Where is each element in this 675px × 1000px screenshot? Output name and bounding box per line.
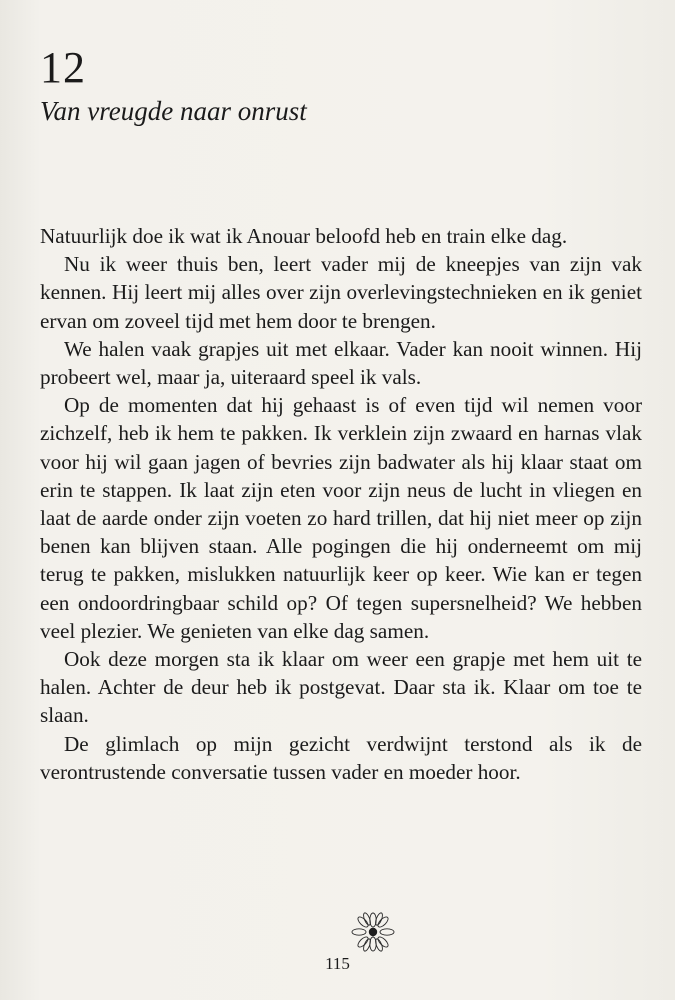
paragraph-3: We halen vaak grapjes uit met elkaar. Vader kan nooit winnen. Hij probeert wel, maar ja, uiteraard speel ik vals.	[40, 336, 642, 390]
paragraph-2: Nu ik weer thuis ben, leert vader mij de kneepjes van zijn vak kennen. Hij leert mij alles over zijn overlevingstechnieken en ik geniet ervan om zoveel tijd met hem door te brengen.	[40, 252, 642, 333]
paragraph-5: Ook deze morgen sta ik klaar om weer een grapje met hem uit te halen. Achter de deur heb ik postgevat. Daar sta ik. Klaar om toe te slaan.	[40, 647, 642, 728]
page-number: 115	[325, 954, 350, 973]
chapter-title: Van vreugde naar onrust	[40, 96, 307, 126]
flower-icon	[350, 912, 396, 952]
paragraph-1: Natuurlijk doe ik wat ik Anouar beloofd heb en train elke dag.	[40, 224, 568, 248]
chapter-body	[40, 222, 642, 786]
paragraph-6: De glimlach op mijn gezicht verdwijnt terstond als ik de verontrustende conversatie tussen vader en moeder hoor.	[40, 731, 642, 784]
chapter-number: 12	[40, 43, 86, 92]
paragraph-4: Op de momenten dat hij gehaast is of even tijd wil nemen voor zichzelf, heb ik hem te pakken. Ik verklein zijn zwaard en harnas vlak voor hij wil gaan jagen of bevries zijn badwater als hij klaar staat om erin te stappen. Ik laat zijn eten voor zijn neus de lucht in vliegen en laat de aarde onder zijn voeten zo hard trillen, dat hij niet meer op zijn benen kan blijven staan. Alle pogingen die hij onderneemt om mij terug te pakken, mislukken natuurlijk keer op keer. Wie kan er tegen een ondoordringbaar schild op? Of tegen supersnelheid? We hebben veel plezier. We genieten van elke dag samen.	[40, 393, 642, 643]
